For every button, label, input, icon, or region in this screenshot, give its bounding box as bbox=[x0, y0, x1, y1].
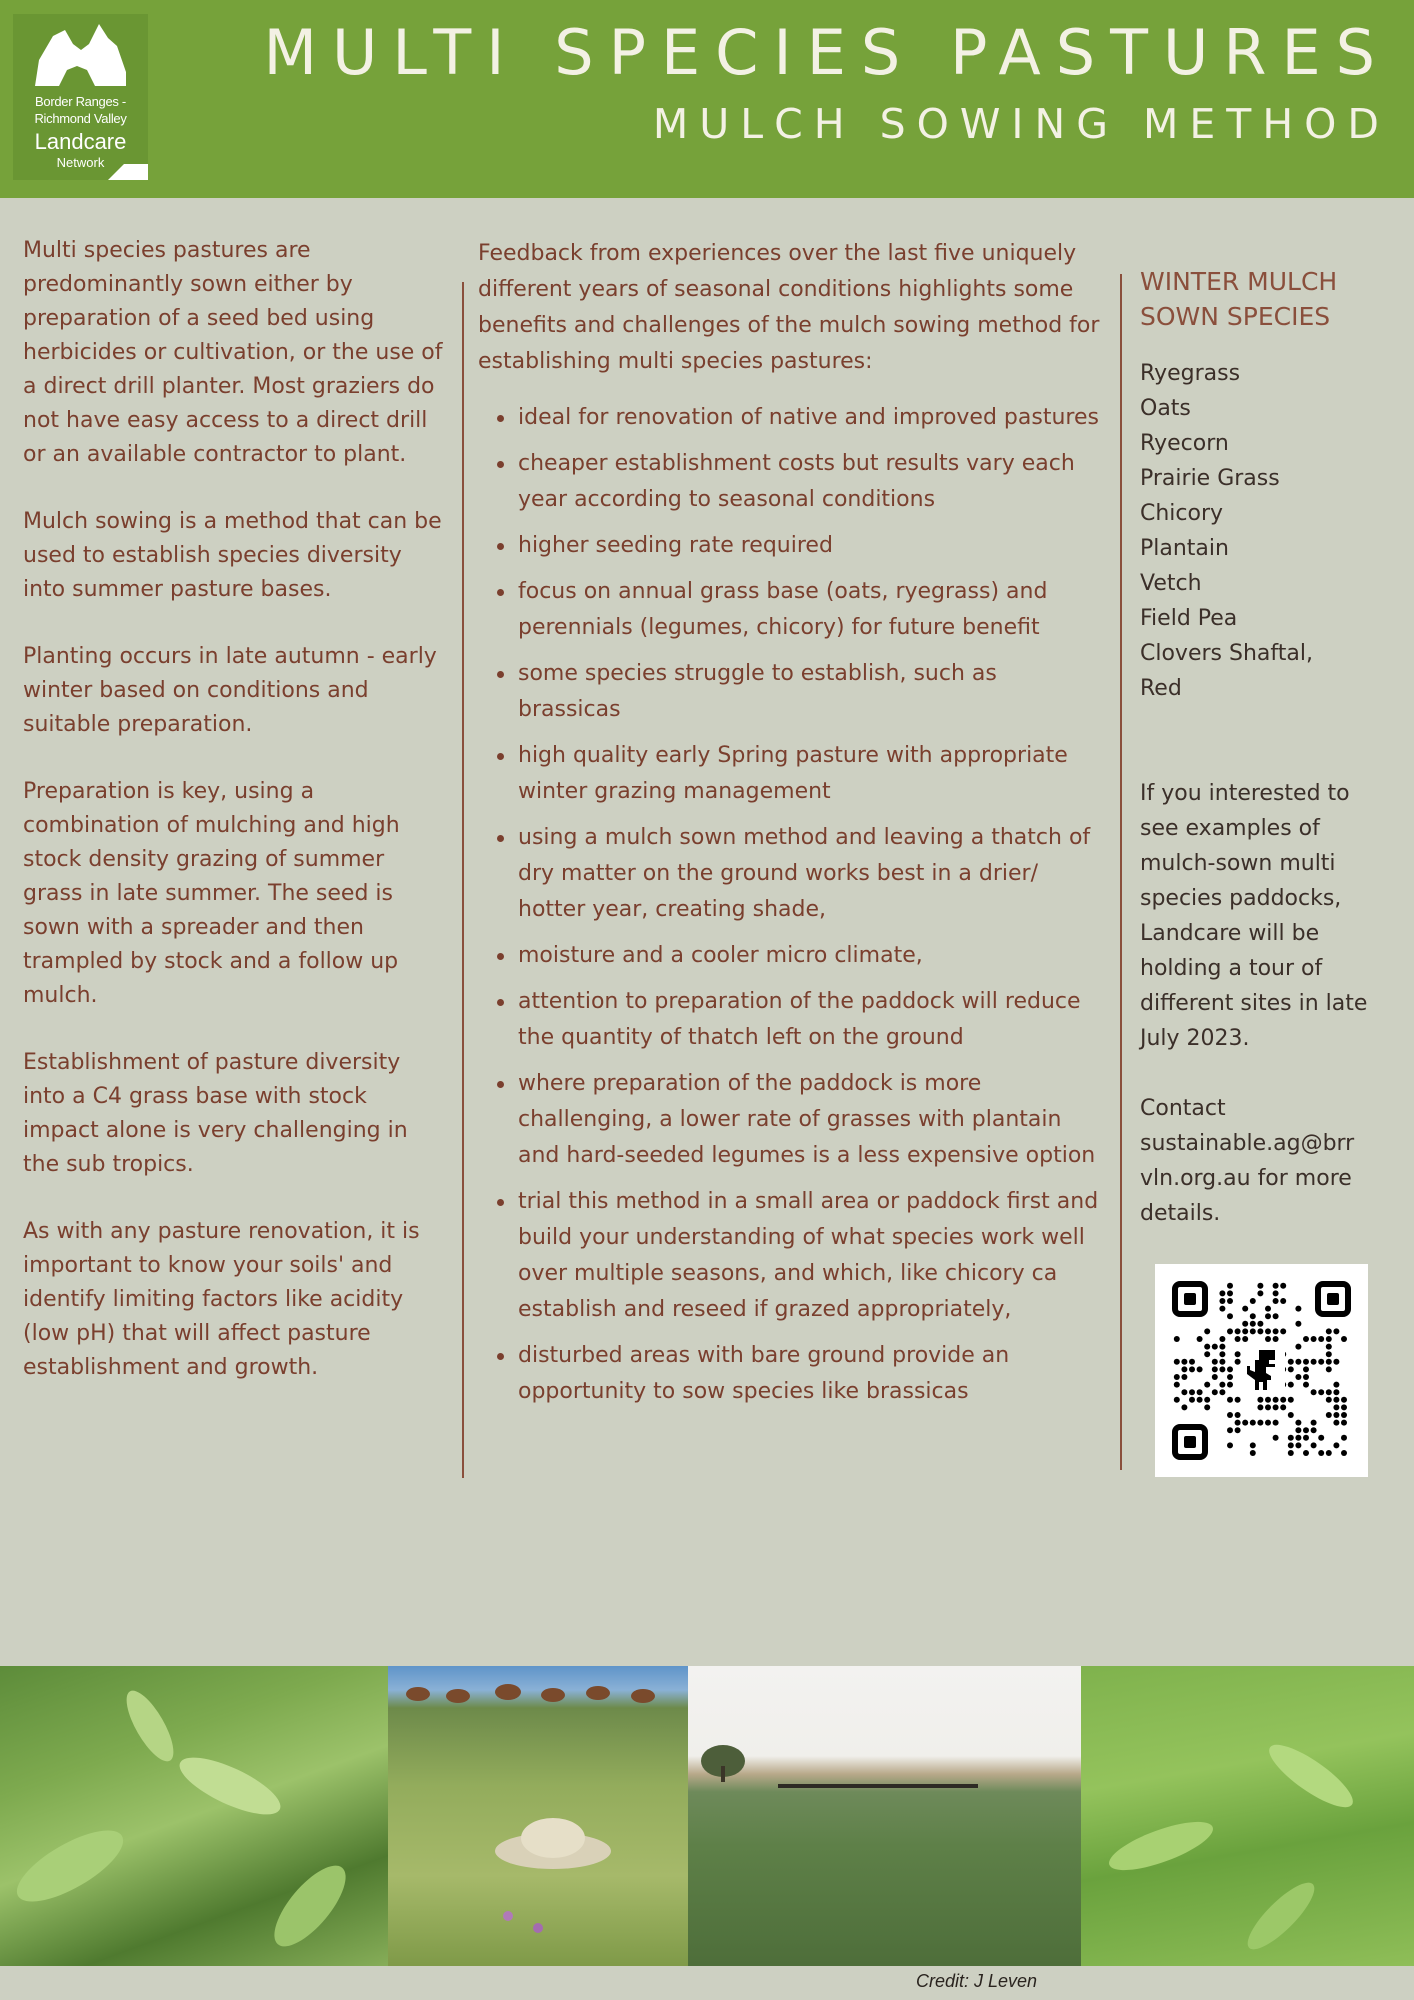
left-paragraph: Multi species pastures are predominantly sown either by preparation of a seed bed using herbicides or cultivation, or the use of a direct drill planter. Most graziers do not have easy access to a direct drill or an available contractor to plant. bbox=[23, 238, 443, 467]
species-item: Red bbox=[1140, 676, 1182, 701]
landcare-logo bbox=[13, 14, 148, 180]
bullet-icon bbox=[497, 415, 504, 422]
photo-cattle-hat bbox=[388, 1666, 688, 1966]
list-item: some species struggle to establish, such as brassicas bbox=[478, 656, 1103, 728]
list-item: moisture and a cooler micro climate, bbox=[478, 938, 1103, 974]
column-divider-left bbox=[462, 282, 464, 1478]
bullet-icon bbox=[497, 999, 504, 1006]
column-divider-right bbox=[1120, 274, 1122, 1470]
left-paragraph: As with any pasture renovation, it is important to know your soils' and identify limiting factors like acidity (low pH) that will affect pasture establishment and growth. bbox=[23, 1219, 420, 1380]
species-item: Ryegrass bbox=[1140, 361, 1241, 386]
list-item: trial this method in a small area or paddock first and build your understanding of what species work well over multiple seasons, and which, like chicory ca establish and reseed if grazed appropriately, bbox=[478, 1184, 1103, 1328]
benefits-list bbox=[478, 400, 1103, 1410]
left-paragraph: Mulch sowing is a method that can be used to establish species diversity into summer pasture bases. bbox=[23, 509, 442, 602]
qr-code-icon bbox=[1155, 1264, 1368, 1477]
qr-code[interactable] bbox=[1155, 1264, 1368, 1477]
species-item: Plantain bbox=[1140, 536, 1229, 561]
contact-email: sustainable.ag@brr bbox=[1140, 1131, 1355, 1156]
page-title: MULTI SPECIES PASTURES bbox=[263, 16, 1390, 89]
list-item: disturbed areas with bare ground provide an opportunity to sow species like brassicas bbox=[478, 1338, 1103, 1410]
species-item: Field Pea bbox=[1140, 606, 1238, 631]
species-list bbox=[1140, 356, 1390, 706]
species-item: Clovers Shaftal, bbox=[1140, 641, 1313, 666]
bullet-icon bbox=[497, 753, 504, 760]
list-item: high quality early Spring pasture with appropriate winter grazing management bbox=[478, 738, 1103, 810]
species-item: Vetch bbox=[1140, 571, 1202, 596]
bullet-icon bbox=[497, 953, 504, 960]
list-item: focus on annual grass base (oats, ryegrass) and perennials (legumes, chicory) for future benefit bbox=[478, 574, 1103, 646]
list-item: attention to preparation of the paddock will reduce the quantity of thatch left on the ground bbox=[478, 984, 1103, 1056]
left-paragraph: Preparation is key, using a combination of mulching and high stock density grazing of summer grass in late summer. The seed is sown with a spreader and then trampled by stock and a follow up mulch. bbox=[23, 779, 400, 1008]
list-item: using a mulch sown method and leaving a thatch of dry matter on the ground works best in a drier/ hotter year, creating shade, bbox=[478, 820, 1103, 928]
header-banner bbox=[0, 0, 1414, 198]
logo-text-line2: Richmond Valley bbox=[34, 111, 127, 126]
species-item: Prairie Grass bbox=[1140, 466, 1280, 491]
bullet-icon bbox=[497, 671, 504, 678]
feedback-intro: Feedback from experiences over the last five uniquely different years of seasonal conditions highlights some benefits and challenges of the mulch sowing method for establishing multi species pastures: bbox=[478, 241, 1100, 374]
list-item: higher seeding rate required bbox=[478, 528, 1103, 564]
left-column bbox=[23, 234, 443, 1418]
left-paragraph: Establishment of pasture diversity into a C4 grass base with stock impact alone is very challenging in the sub tropics. bbox=[23, 1050, 408, 1177]
photo-pasture-leaves bbox=[0, 1666, 388, 1966]
bullet-icon bbox=[497, 1081, 504, 1088]
bullet-icon bbox=[497, 1199, 504, 1206]
list-item: where preparation of the paddock is more challenging, a lower rate of grasses with plantain and hard-seeded legumes is a less expensive option bbox=[478, 1066, 1103, 1174]
logo-text-line3: Landcare bbox=[34, 129, 127, 154]
species-item: Oats bbox=[1140, 396, 1191, 421]
photo-dense-pasture bbox=[1081, 1666, 1414, 1966]
right-column bbox=[1140, 264, 1390, 1231]
species-heading: WINTER MULCH SOWN SPECIES bbox=[1140, 267, 1338, 331]
photo-credit: Credit: J Leven bbox=[916, 1971, 1038, 1991]
list-item: ideal for renovation of native and improved pastures bbox=[478, 400, 1103, 436]
left-paragraph: Planting occurs in late autumn - early winter based on conditions and suitable preparation. bbox=[23, 644, 437, 737]
bullet-icon bbox=[497, 543, 504, 550]
contact-info: Contact sustainable.ag@brr vln.org.au for more details. bbox=[1140, 1096, 1355, 1226]
bullet-icon bbox=[497, 589, 504, 596]
page-subtitle: MULCH SOWING METHOD bbox=[652, 100, 1390, 148]
species-item: Ryecorn bbox=[1140, 431, 1229, 456]
logo-text-line4: Network bbox=[56, 155, 105, 170]
bullet-icon bbox=[497, 1353, 504, 1360]
list-item: cheaper establishment costs but results vary each year according to seasonal conditions bbox=[478, 446, 1103, 518]
middle-column bbox=[478, 236, 1103, 1420]
logo-text-line1: Border Ranges - bbox=[35, 94, 126, 109]
bullet-icon bbox=[497, 461, 504, 468]
bullet-icon bbox=[497, 835, 504, 842]
tour-info: If you interested to see examples of mulch-sown multi species paddocks, Landcare will be holding a tour of different sites in late July 2023. bbox=[1140, 781, 1368, 1051]
species-item: Chicory bbox=[1140, 501, 1224, 526]
photo-open-paddock bbox=[688, 1666, 1081, 1966]
